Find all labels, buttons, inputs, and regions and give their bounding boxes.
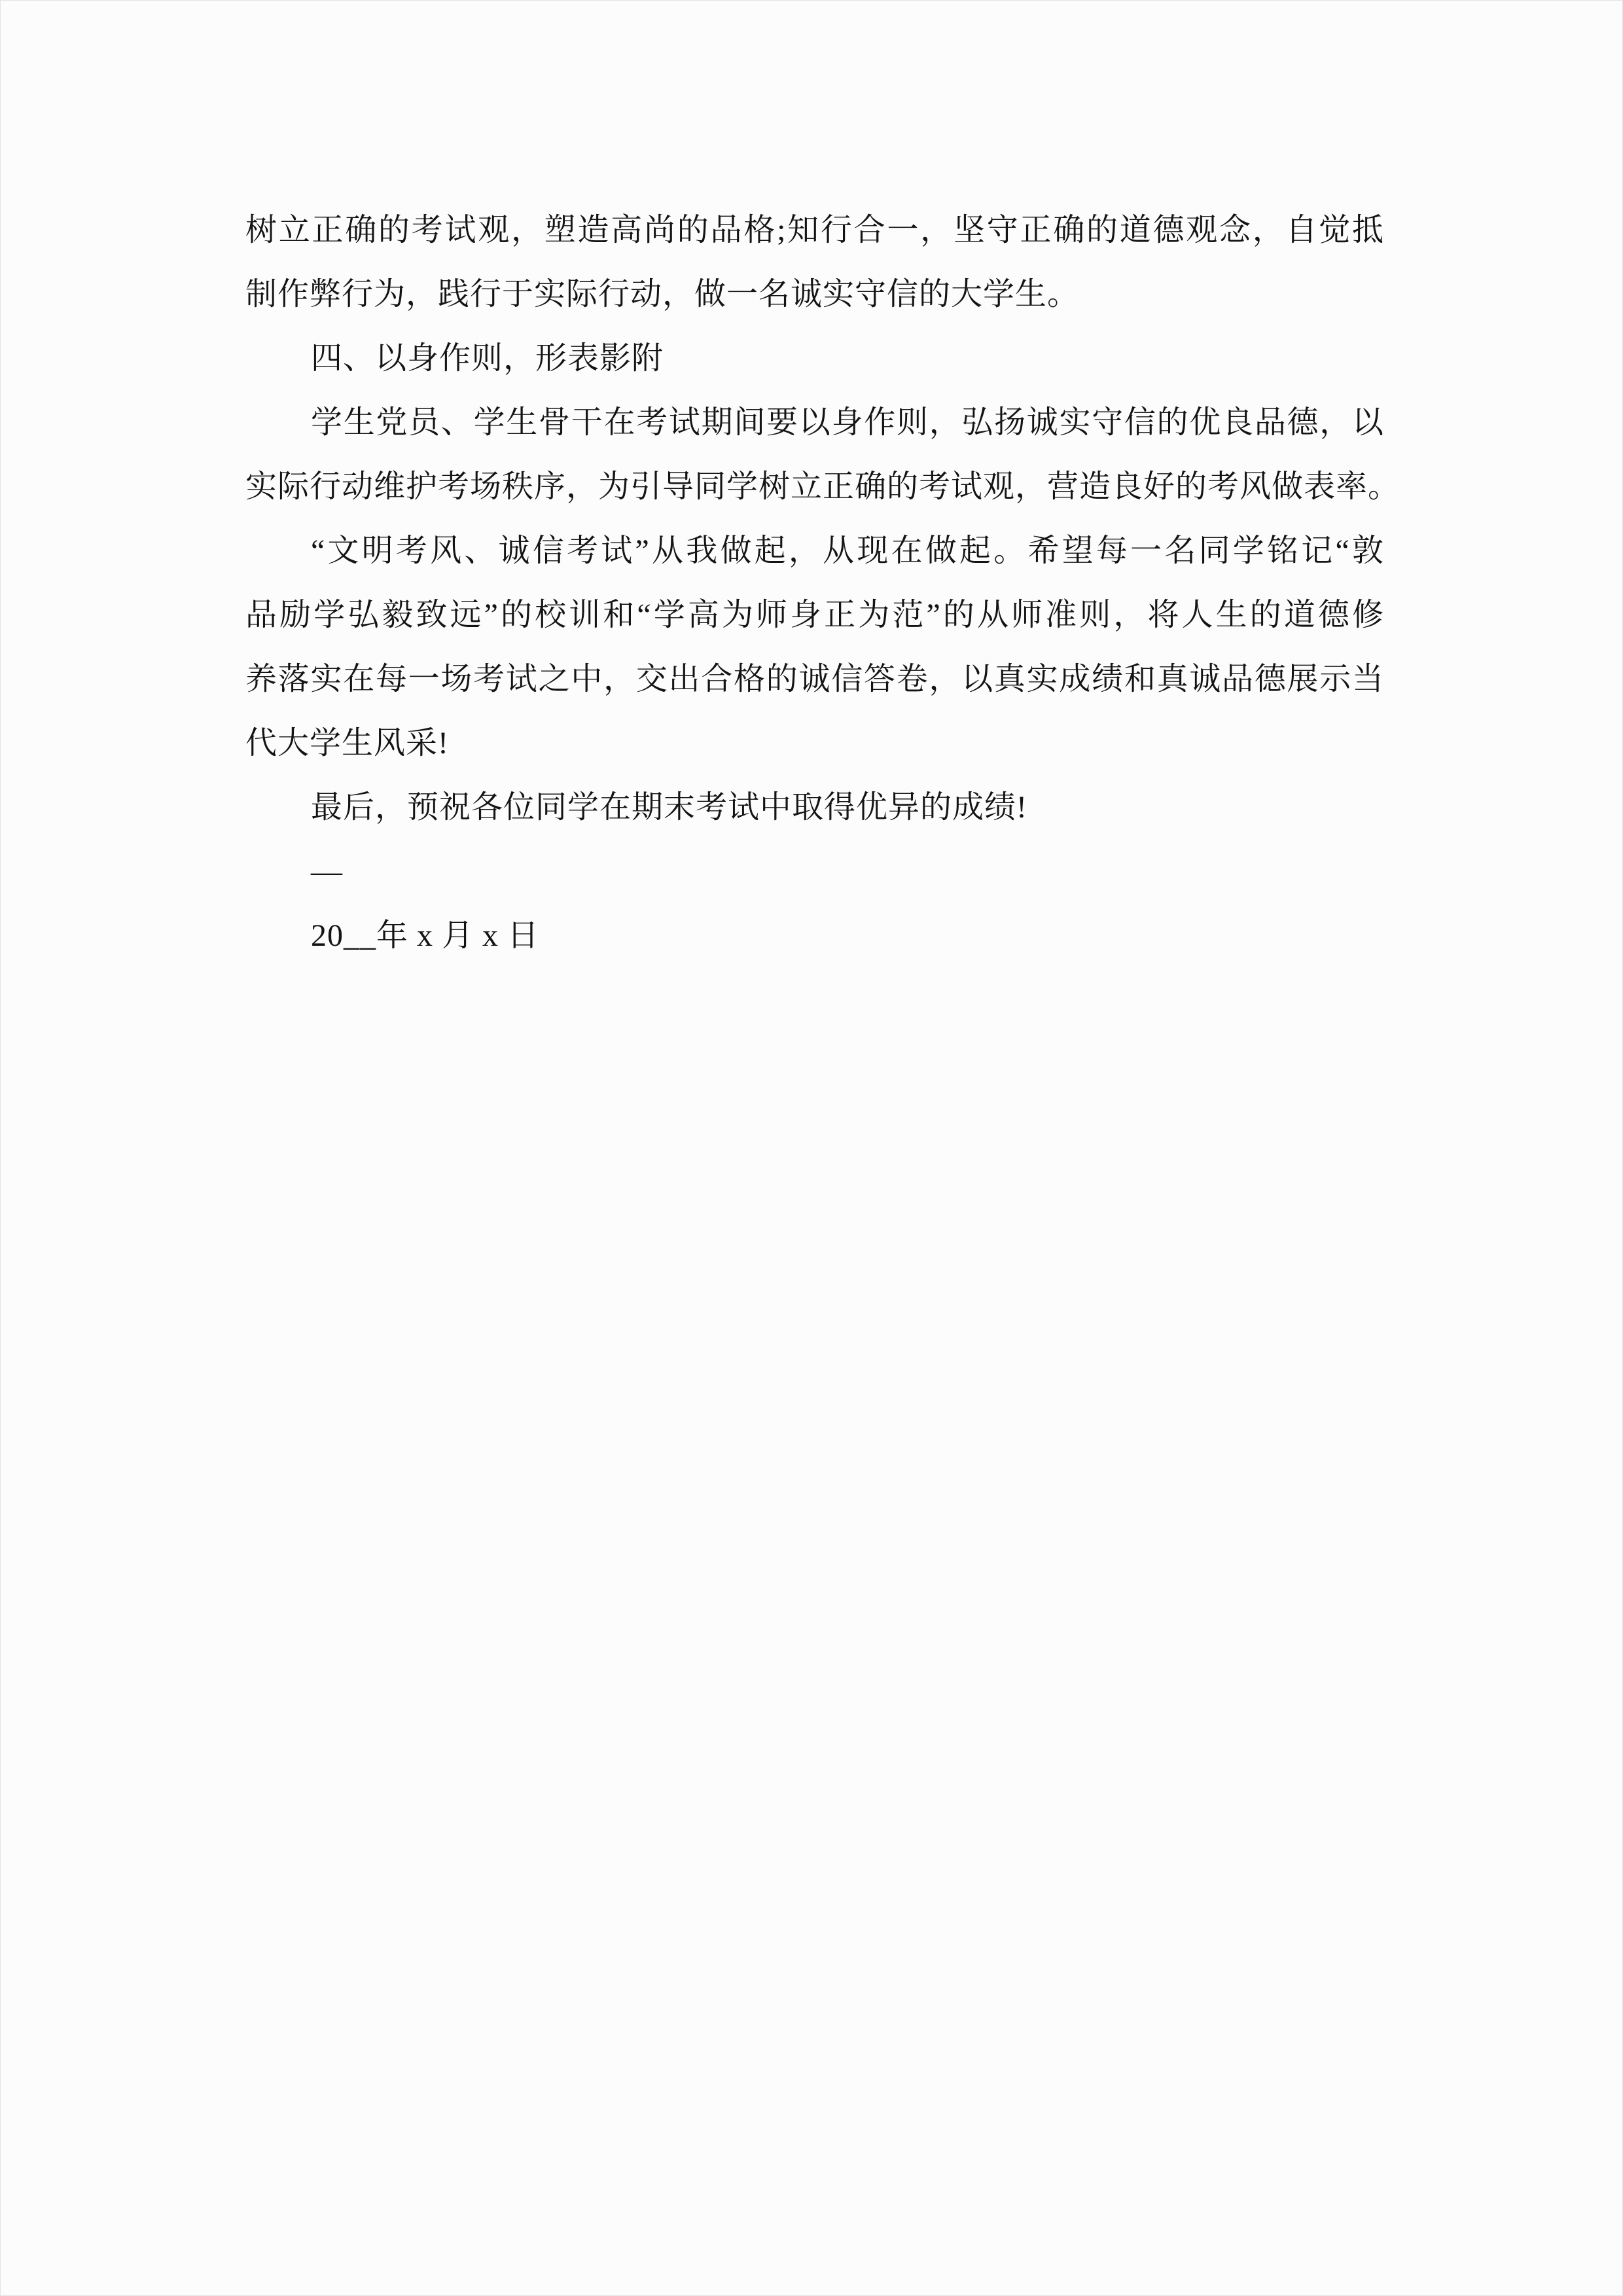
text-line: 代大学生风采! xyxy=(245,726,449,761)
text-line: 品励学弘毅致远”的校训和“学高为师身正为范”的从师准则，将人生的道德修 xyxy=(245,598,1384,632)
text-line: — xyxy=(311,854,343,889)
text-line: 学生党员、学生骨干在考试期间要以身作则，弘扬诚实守信的优良品德，以 xyxy=(311,405,1384,440)
text-line: 20__年 x 月 x 日 xyxy=(311,918,540,953)
document-body xyxy=(245,198,1400,968)
text-line: 四、以身作则，形表影附 xyxy=(311,341,664,376)
text-line: 制作弊行为，践行于实际行动，做一名诚实守信的大学生。 xyxy=(245,277,1080,312)
text-line: 实际行动维护考场秩序，为引导同学树立正确的考试观，营造良好的考风做表率。 xyxy=(245,469,1400,504)
text-line: “文明考风、诚信考试”从我做起，从现在做起。希望每一名同学铭记“敦 xyxy=(311,533,1384,568)
text-line: 树立正确的考试观，塑造高尚的品格;知行合一，坚守正确的道德观念，自觉抵 xyxy=(245,213,1384,247)
text-line: 养落实在每一场考试之中，交出合格的诚信答卷，以真实成绩和真诚品德展示当 xyxy=(245,662,1384,696)
text-line: 最后，预祝各位同学在期末考试中取得优异的成绩! xyxy=(311,790,1027,825)
